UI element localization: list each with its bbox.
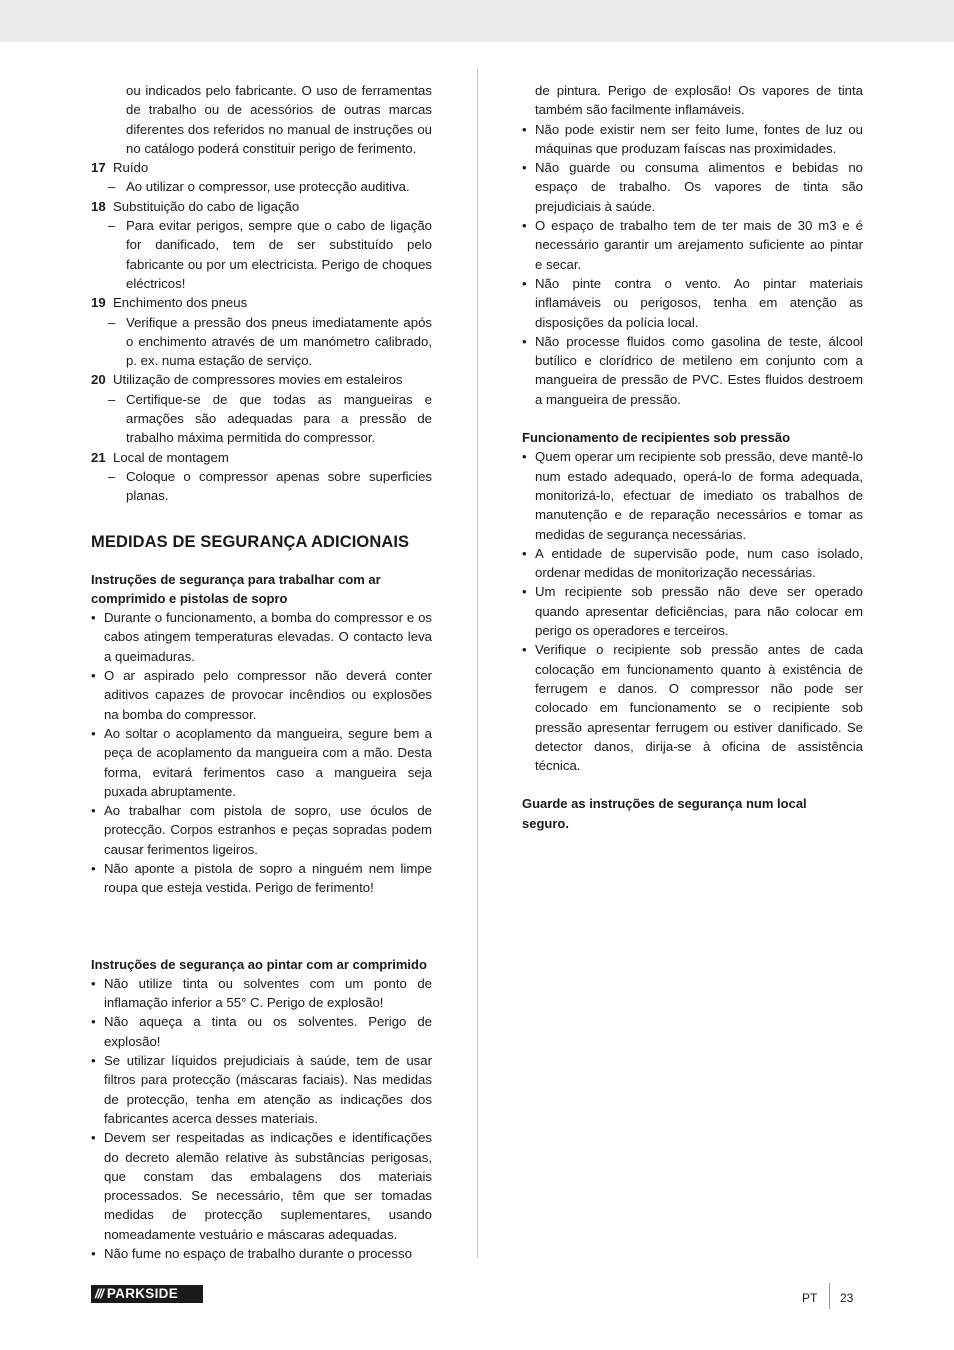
bullet-list-air-tools — [91, 608, 432, 897]
list-item — [522, 544, 863, 583]
bullet-marker: • — [91, 610, 96, 626]
logo-brand: PARKSIDE — [106, 1286, 179, 1302]
bullet-marker: • — [522, 449, 527, 465]
closing-note: Guarde as instruções de segurança num local seguro. — [522, 796, 807, 831]
bullet-marker: • — [91, 975, 96, 991]
bullet-list-painting-cont — [522, 120, 863, 409]
list-item — [91, 974, 432, 1013]
list-item — [91, 1051, 432, 1128]
list-item — [522, 216, 863, 274]
list-item-text: Se utilizar líquidos prejudiciais à saúde, tem de usar filtros para protecção (máscaras faciais). Nas medidas de protecção, tenha em atenção as indicações dos fabricantes acerca desses materiais. — [104, 1053, 432, 1126]
bullet-marker: • — [91, 668, 96, 684]
footer-separator — [829, 1283, 830, 1309]
section-heading: MEDIDAS DE SEGURANÇA ADICIONAIS — [91, 532, 410, 551]
list-item — [522, 447, 863, 543]
bullet-marker: • — [522, 121, 527, 137]
bullet-marker: • — [522, 545, 527, 561]
bullet-marker: • — [91, 860, 96, 876]
numbered-item-17 — [91, 158, 432, 197]
bullet-marker: • — [522, 584, 527, 600]
subsection-heading-air-tools: Instruções de segurança para trabalhar com ar comprimido e pistolas de sopro — [91, 571, 381, 606]
item-title: Local de montagem — [113, 449, 229, 465]
list-item-text: Um recipiente sob pressão não deve ser operado quando apresentar deficiências, para não colocar em perigo os operadores e terceiros. — [535, 584, 863, 639]
dash-marker: – — [108, 179, 116, 195]
bullet-marker: • — [91, 1130, 96, 1146]
item-number: 17 — [91, 160, 106, 176]
item-number: 18 — [91, 198, 106, 214]
bullet-marker: • — [91, 803, 96, 819]
item-title: Enchimento dos pneus — [113, 295, 248, 311]
bullet-marker: • — [91, 1246, 96, 1262]
list-item-text: Não pinte contra o vento. Ao pintar materiais inflamáveis ou perigosos, tenha em atenção as disposições da polícia local. — [535, 275, 863, 330]
page-number: 23 — [840, 1291, 854, 1305]
list-item — [91, 1244, 432, 1263]
column-divider — [477, 68, 478, 1258]
item-number: 19 — [91, 295, 106, 311]
item-text: Certifique-se de que todas as mangueiras e armações são adequadas para a pressão de trabalho máxima permitida do compressor. — [126, 391, 432, 446]
item-text: Verifique a pressão dos pneus imediatamente após o enchimento através de um manómetro calibrado, p. ex. numa estação de serviço. — [126, 314, 432, 369]
bullet-list-painting — [91, 974, 432, 1263]
language-code: PT — [802, 1291, 818, 1305]
item-number: 20 — [91, 372, 106, 388]
list-item — [522, 158, 863, 216]
dash-marker: – — [108, 314, 116, 330]
top-header-bar — [0, 0, 954, 42]
continued-text: de pintura. Perigo de explosão! Os vapores de tinta também são facilmente inflamáveis. — [535, 83, 863, 118]
bullet-marker: • — [522, 218, 527, 234]
list-item — [91, 801, 432, 859]
list-item-text: Não processe fluidos como gasolina de teste, álcool butílico e clorídrico de metileno em conjunto com a mangueira de pressão de PVC. Estes fluidos destroem a mangueira de pressão. — [535, 333, 863, 407]
bullet-marker: • — [522, 275, 527, 291]
bullet-marker: • — [522, 333, 527, 349]
bullet-marker: • — [91, 1053, 96, 1069]
list-item-text: Durante o funcionamento, a bomba do compressor e os cabos atingem temperaturas elevadas. O contacto leva a queimaduras. — [104, 610, 432, 664]
list-item — [91, 608, 432, 666]
list-item — [91, 666, 432, 724]
list-item-text: Ao trabalhar com pistola de sopro, use óculos de protecção. Corpos estranhos e peças sopradas podem causar ferimentos ligeiros. — [104, 803, 432, 857]
list-item-text: Verifique o recipiente sob pressão antes de cada colocação em funcionamento quanto à existência de ferrugem e danos. O compressor não pode ser colocado em funcionamento se o recipiente sob pressão apresentar ferrugem ou estiver danificado. Se detector danos, dirija-se à oficina de assistência técnica. — [535, 642, 863, 774]
numbered-item-20 — [91, 370, 432, 447]
item-text: Ao utilizar o compressor, use protecção auditiva. — [126, 179, 410, 195]
right-column — [522, 81, 863, 833]
item-title: Substituição do cabo de ligação — [113, 198, 300, 214]
list-item-text: Ao soltar o acoplamento da mangueira, segure bem a peça de acoplamento da mangueira com a mão. Desta forma, evitará ferimentos caso a mangueira seja puxada abruptamente. — [104, 725, 432, 799]
item-text: Coloque o compressor apenas sobre superficies planas. — [126, 468, 432, 504]
subsection-heading-pressure-vessels: Funcionamento de recipientes sob pressão — [522, 430, 791, 446]
list-item-text: Não fume no espaço de trabalho durante o processo — [104, 1246, 412, 1262]
logo-slashes: /// — [95, 1286, 103, 1302]
numbered-item-19 — [91, 293, 432, 370]
list-item — [91, 1128, 432, 1244]
bullet-marker: • — [91, 1014, 96, 1030]
continued-text: ou indicados pelo fabricante. O uso de ferramentas de trabalho ou de acessórios de outras marcas diferentes dos referidos no manual de instruções ou no catálogo poderá constituir perigo de ferimento. — [126, 83, 432, 156]
list-item-text: Não utilize tinta ou solventes com um ponto de inflamação inferior a 55° C. Perigo de explosão! — [104, 975, 432, 1011]
list-item — [91, 1012, 432, 1051]
list-item — [522, 582, 863, 640]
dash-marker: – — [108, 218, 116, 234]
bullet-marker: • — [522, 160, 527, 176]
item-number: 21 — [91, 449, 106, 465]
list-item — [522, 332, 863, 409]
list-item-text: Quem operar um recipiente sob pressão, deve mantê-lo num estado adequado, operá-lo de forma adequada, monitorizá-lo, efectuar de imediato os trabalhos de manutenção e de reparação necessários e tomar as medidas de segurança necessárias. — [535, 449, 863, 542]
bullet-marker: • — [91, 725, 96, 741]
list-item-text: Não aqueça a tinta ou os solventes. Perigo de explosão! — [104, 1014, 432, 1049]
subsection-heading-painting: Instruções de segurança ao pintar com ar comprimido — [91, 956, 427, 972]
list-item — [522, 274, 863, 332]
list-item-text: Não guarde ou consuma alimentos e bebidas no espaço de trabalho. Os vapores de tinta são prejudiciais à saúde. — [535, 160, 863, 214]
list-item — [522, 120, 863, 159]
item-title: Utilização de compressores movies em estaleiros — [113, 372, 403, 388]
list-item-text: Não aponte a pistola de sopro a ninguém nem limpe roupa que esteja vestida. Perigo de ferimento! — [104, 860, 432, 896]
dash-marker: – — [108, 391, 116, 407]
dash-marker: – — [108, 468, 116, 484]
list-item — [91, 859, 432, 898]
left-column — [91, 81, 432, 1263]
list-item-text: A entidade de supervisão pode, num caso isolado, ordenar medidas de monitorização necessárias. — [535, 545, 863, 581]
bullet-marker: • — [522, 642, 527, 658]
list-item-text: O ar aspirado pelo compressor não deverá conter aditivos capazes de provocar incêndios ou explosões na bomba do compressor. — [104, 668, 432, 722]
bullet-list-pressure-vessels — [522, 447, 863, 775]
item-title: Ruído — [113, 160, 149, 176]
list-item — [522, 640, 863, 775]
list-item — [91, 724, 432, 801]
numbered-item-21 — [91, 448, 432, 506]
numbered-item-18 — [91, 197, 432, 293]
list-item-text: O espaço de trabalho tem de ter mais de 30 m3 e é necessário garantir um arejamento suficiente ao pintar e secar. — [535, 218, 863, 272]
list-item-text: Devem ser respeitadas as indicações e identificações do decreto alemão relative às substâncias perigosas, que constam das embalagens dos materiais processados. Se necessário, têm que ser tomadas medidas de protecção suplementares, usando nomeadamente vestuário e máscaras adequadas. — [104, 1130, 432, 1242]
list-item-text: Não pode existir nem ser feito lume, fontes de luz ou máquinas que produzam faíscas nas proximidades. — [535, 121, 863, 156]
item-text: Para evitar perigos, sempre que o cabo de ligação for danificado, tem de ser substituído pelo fabricante ou por um electricista. Perigo de choques eléctricos! — [126, 218, 432, 291]
parkside-logo — [91, 1285, 203, 1303]
